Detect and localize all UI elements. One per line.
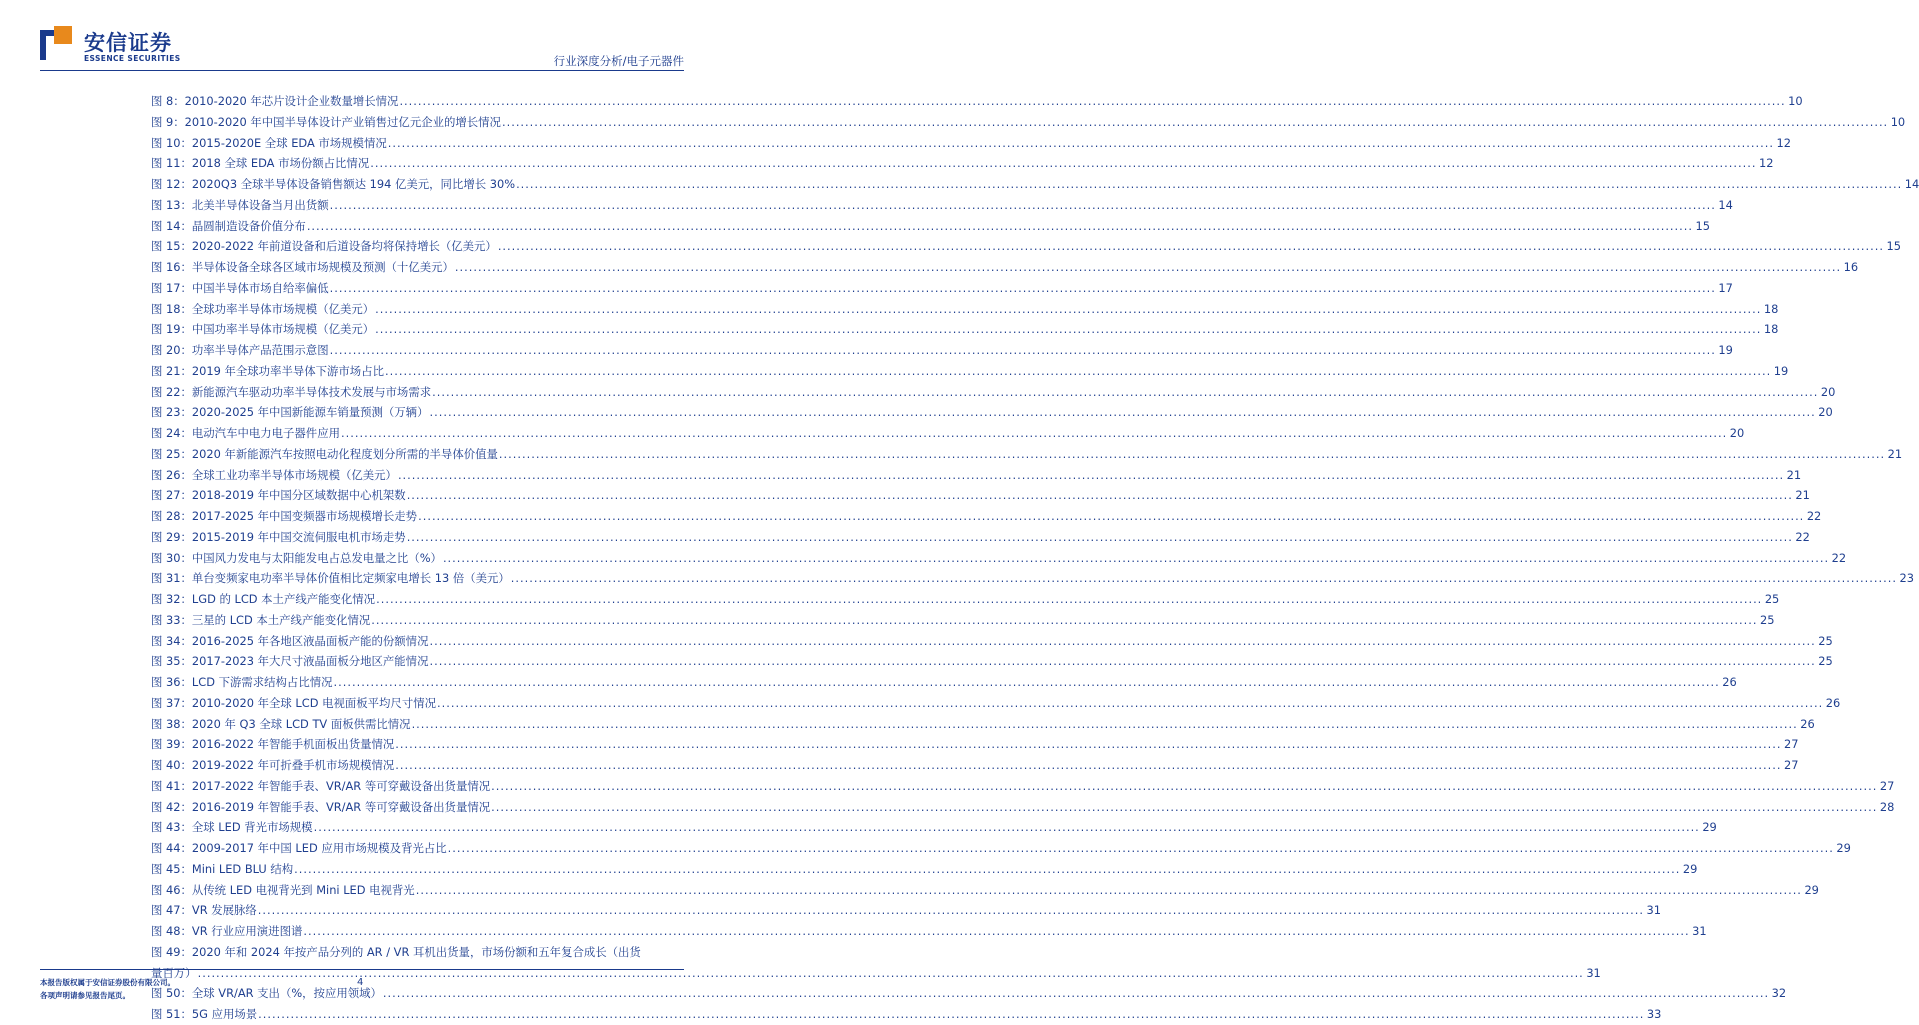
toc-leader-dots: ............................................................................................................................................................................................................................................................................................................ bbox=[454, 260, 1842, 274]
toc-entry-label: 图 21：2019 年全球功率半导体下游市场占比 bbox=[151, 363, 384, 378]
toc-leader-dots: ............................................................................................................................................................................................................................................................................................................ bbox=[197, 965, 1584, 980]
toc-entry-label: 图 18：全球功率半导体市场规模（亿美元） bbox=[151, 301, 375, 316]
toc-entry[interactable] bbox=[151, 278, 1733, 299]
toc-entry-label: 图 33：三星的 LCD 本土产线产能变化情况 bbox=[151, 612, 371, 627]
toc-entry-page: 10 bbox=[1788, 94, 1803, 108]
toc-entry-page: 28 bbox=[1879, 799, 1895, 814]
toc-entry-page: 31 bbox=[1692, 924, 1707, 938]
toc-leader-dots: ............................................................................................................................................................................................................................................................................................................ bbox=[395, 737, 1782, 752]
toc-entry[interactable] bbox=[151, 444, 1903, 465]
toc-leader-dots: ............................................................................................................................................................................................................................................................................................................ bbox=[442, 550, 1830, 565]
toc-entry-page: 26 bbox=[1722, 675, 1737, 689]
page-number: 4 bbox=[357, 977, 364, 988]
toc-leader-dots: ............................................................................................................................................................................................................................................................................................................ bbox=[429, 405, 1816, 420]
toc-entry[interactable] bbox=[151, 838, 1851, 859]
toc-entry-page: 20 bbox=[1729, 426, 1745, 440]
toc-entry-label: 图 16：半导体设备全球各区域市场规模及预测（十亿美元） bbox=[151, 260, 454, 274]
toc-entry[interactable] bbox=[151, 942, 1601, 984]
toc-leader-dots: ............................................................................................................................................................................................................................................................................................................ bbox=[303, 924, 1690, 938]
toc-entry[interactable] bbox=[151, 153, 1774, 174]
toc-leader-dots: ............................................................................................................................................................................................................................................................................................................ bbox=[418, 509, 1805, 523]
toc-leader-dots: ............................................................................................................................................................................................................................................................................................................ bbox=[429, 633, 1816, 648]
toc-entry-label: 图 40：2019-2022 年可折叠手机市场规模情况 bbox=[151, 758, 395, 772]
toc-leader-dots: ............................................................................................................................................................................................................................................................................................................ bbox=[432, 384, 1819, 399]
toc-entry[interactable] bbox=[151, 589, 1780, 610]
toc-entry-label: 图 27：2018-2019 年中国分区域数据中心机架数 bbox=[151, 488, 406, 503]
toc-leader-dots: ............................................................................................................................................................................................................................................................................................................ bbox=[437, 695, 1824, 710]
toc-leader-dots: ............................................................................................................................................................................................................................................................................................................ bbox=[429, 654, 1816, 669]
toc-leader-dots: ............................................................................................................................................................................................................................................................................................................ bbox=[384, 363, 1772, 378]
toc-entry[interactable] bbox=[151, 921, 1707, 942]
toc-entry[interactable] bbox=[151, 817, 1717, 838]
toc-leader-dots: ............................................................................................................................................................................................................................................................................................................ bbox=[510, 571, 1898, 586]
toc-leader-dots: ............................................................................................................................................................................................................................................................................................................ bbox=[371, 612, 1758, 627]
header-divider bbox=[40, 70, 684, 71]
toc-leader-dots: ............................................................................................................................................................................................................................................................................................................ bbox=[329, 343, 1716, 357]
toc-entry-page: 22 bbox=[1806, 509, 1822, 523]
toc-leader-dots: ............................................................................................................................................................................................................................................................................................................ bbox=[294, 861, 1681, 876]
toc-leader-dots: ............................................................................................................................................................................................................................................................................................................ bbox=[491, 778, 1878, 793]
figure-index-list bbox=[151, 91, 1919, 1025]
toc-leader-dots: ............................................................................................................................................................................................................................................................................................................ bbox=[447, 841, 1834, 855]
toc-entry[interactable] bbox=[151, 91, 1803, 112]
toc-entry-page: 22 bbox=[1831, 550, 1847, 565]
toc-entry-page: 29 bbox=[1702, 820, 1717, 835]
toc-entry[interactable] bbox=[151, 133, 1791, 154]
toc-entry[interactable] bbox=[151, 693, 1841, 714]
toc-entry[interactable] bbox=[151, 755, 1799, 776]
toc-entry[interactable] bbox=[151, 568, 1915, 589]
logo-chinese-name: 安信证券 bbox=[84, 31, 172, 55]
toc-leader-dots: ............................................................................................................................................................................................................................................................................................................ bbox=[329, 280, 1716, 295]
toc-entry[interactable] bbox=[151, 672, 1737, 693]
toc-entry-page: 22 bbox=[1795, 529, 1810, 544]
toc-entry-label: 图 32：LGD 的 LCD 本土产线产能变化情况 bbox=[151, 592, 376, 606]
toc-entry[interactable] bbox=[151, 465, 1802, 486]
toc-entry-label: 图 22：新能源汽车驱动功率半导体技术发展与市场需求 bbox=[151, 384, 432, 399]
toc-entry-label: 图 9：2010-2020 年中国半导体设计产业销售过亿元企业的增长情况 bbox=[151, 114, 501, 129]
toc-leader-dots: ............................................................................................................................................................................................................................................................................................................ bbox=[501, 114, 1889, 129]
toc-entry-label: 图 42：2016-2019 年智能手表、VR/AR 等可穿戴设备出货量情况 bbox=[151, 799, 491, 814]
toc-leader-dots: ............................................................................................................................................................................................................................................................................................................ bbox=[376, 592, 1763, 606]
toc-entry[interactable] bbox=[151, 382, 1836, 403]
toc-leader-dots: ............................................................................................................................................................................................................................................................................................................ bbox=[340, 426, 1728, 440]
toc-entry[interactable] bbox=[151, 174, 1919, 195]
toc-leader-dots: ............................................................................................................................................................................................................................................................................................................ bbox=[516, 177, 1903, 191]
toc-entry-label: 图 35：2017-2023 年大尺寸液晶面板分地区产能情况 bbox=[151, 654, 429, 669]
toc-entry-page: 29 bbox=[1836, 841, 1851, 855]
toc-entry-page: 12 bbox=[1758, 156, 1774, 171]
toc-entry-label: 图 30：中国风力发电与太阳能发电占总发电量之比（%） bbox=[151, 550, 442, 565]
toc-entry-label: 图 46：从传统 LED 电视背光到 Mini LED 电视背光 bbox=[151, 882, 415, 897]
toc-entry-label: 图 39：2016-2022 年智能手机面板出货量情况 bbox=[151, 737, 395, 752]
toc-entry-label: 图 48：VR 行业应用演进图谱 bbox=[151, 924, 303, 938]
toc-entry[interactable] bbox=[151, 610, 1775, 631]
toc-entry-label: 图 34：2016-2025 年各地区液晶面板产能的份额情况 bbox=[151, 633, 429, 648]
toc-entry-label: 图 50：全球 VR/AR 支出（%，按应用领域） bbox=[151, 986, 382, 1001]
toc-leader-dots: ............................................................................................................................................................................................................................................................................................................ bbox=[313, 820, 1700, 835]
toc-entry-page: 31 bbox=[1646, 903, 1662, 918]
disclaimer-line: 各项声明请参见报告尾页。 bbox=[40, 991, 130, 1000]
toc-entry-label: 图 41：2017-2022 年智能手表、VR/AR 等可穿戴设备出货量情况 bbox=[151, 778, 491, 793]
toc-leader-dots: ............................................................................................................................................................................................................................................................................................................ bbox=[399, 94, 1786, 108]
toc-entry-label: 图 31：单台变频家电功率半导体价值相比定频家电增长 13 倍（美元） bbox=[151, 571, 510, 586]
toc-entry-page: 33 bbox=[1646, 1007, 1662, 1021]
toc-entry[interactable] bbox=[151, 776, 1895, 797]
toc-entry-label: 图 43：全球 LED 背光市场规模 bbox=[151, 820, 313, 835]
toc-leader-dots: ............................................................................................................................................................................................................................................................................................................ bbox=[397, 467, 1785, 482]
toc-entry-label: 图 49：2020 年和 2024 年按产品分列的 AR / VR 耳机出货量，市场份额和五年复合成长（出货 bbox=[151, 944, 641, 959]
toc-entry-label: 图 26：全球工业功率半导体市场规模（亿美元） bbox=[151, 467, 397, 482]
toc-entry-page: 20 bbox=[1818, 405, 1833, 420]
toc-leader-dots: ............................................................................................................................................................................................................................................................................................................ bbox=[387, 135, 1774, 150]
toc-entry[interactable] bbox=[151, 859, 1698, 880]
toc-entry-label: 图 23：2020-2025 年中国新能源车销量预测（万辆） bbox=[151, 405, 429, 420]
toc-leader-dots: ............................................................................................................................................................................................................................................................................................................ bbox=[497, 239, 1885, 254]
toc-leader-dots: ............................................................................................................................................................................................................................................................................................................ bbox=[406, 488, 1793, 503]
toc-entry[interactable] bbox=[151, 257, 1859, 278]
toc-entry-label: 图 15：2020-2022 年前道设备和后道设备均将保持增长（亿美元） bbox=[151, 239, 497, 254]
toc-leader-dots: ............................................................................................................................................................................................................................................................................................................ bbox=[375, 301, 1762, 316]
toc-entry-label: 图 12：2020Q3 全球半导体设备销售额达 194 亿美元，同比增长 30% bbox=[151, 177, 516, 191]
toc-entry[interactable] bbox=[151, 631, 1833, 652]
toc-entry-label: 图 47：VR 发展脉络 bbox=[151, 903, 257, 918]
toc-entry[interactable] bbox=[151, 299, 1779, 320]
toc-entry-label: 图 24：电动汽车中电力电子器件应用 bbox=[151, 426, 340, 440]
report-category: 行业深度分析/电子元器件 bbox=[553, 54, 684, 68]
toc-entry-label: 图 10：2015-2020E 全球 EDA 市场规模情况 bbox=[151, 135, 387, 150]
toc-entry-label: 图 37：2010-2020 年全球 LCD 电视面板平均尺寸情况 bbox=[151, 695, 436, 710]
toc-entry-label: 图 19：中国功率半导体市场规模（亿美元） bbox=[151, 322, 375, 337]
toc-entry-page: 18 bbox=[1763, 322, 1779, 337]
toc-entry-label-cont: 量百万） bbox=[151, 965, 197, 980]
toc-leader-dots: ............................................................................................................................................................................................................................................................................................................ bbox=[382, 986, 1770, 1001]
toc-entry-label: 图 45：Mini LED BLU 结构 bbox=[151, 861, 294, 876]
toc-entry-page: 15 bbox=[1695, 218, 1711, 233]
toc-entry-label: 图 29：2015-2019 年中国交流伺服电机市场走势 bbox=[151, 529, 406, 544]
toc-entry-page: 14 bbox=[1904, 177, 1919, 191]
toc-entry[interactable] bbox=[151, 797, 1895, 818]
toc-entry-page: 18 bbox=[1763, 301, 1779, 316]
essence-logo-icon bbox=[40, 26, 72, 60]
toc-entry-page: 21 bbox=[1887, 446, 1903, 461]
toc-entry-page: 26 bbox=[1825, 695, 1841, 710]
toc-entry-page: 19 bbox=[1718, 343, 1733, 357]
toc-entry-page: 29 bbox=[1804, 882, 1819, 897]
page-header bbox=[0, 0, 724, 72]
toc-entry-page: 32 bbox=[1771, 986, 1787, 1001]
toc-entry-label: 图 44：2009-2017 年中国 LED 应用市场规模及背光占比 bbox=[151, 841, 447, 855]
toc-entry[interactable] bbox=[151, 527, 1810, 548]
toc-leader-dots: ............................................................................................................................................................................................................................................................................................................ bbox=[395, 758, 1782, 772]
toc-leader-dots: ............................................................................................................................................................................................................................................................................................................ bbox=[498, 446, 1886, 461]
toc-entry-page: 27 bbox=[1879, 778, 1895, 793]
toc-leader-dots: ............................................................................................................................................................................................................................................................................................................ bbox=[333, 675, 1720, 689]
toc-entry-page: 25 bbox=[1760, 612, 1775, 627]
toc-leader-dots: ............................................................................................................................................................................................................................................................................................................ bbox=[491, 799, 1878, 814]
toc-entry[interactable] bbox=[151, 340, 1733, 361]
toc-entry[interactable] bbox=[151, 485, 1810, 506]
toc-leader-dots: ............................................................................................................................................................................................................................................................................................................ bbox=[306, 218, 1694, 233]
toc-entry-label: 图 51：5G 应用场景 bbox=[151, 1007, 258, 1021]
toc-entry-page: 14 bbox=[1718, 197, 1733, 212]
logo-english-name: ESSENCE SECURITIES bbox=[84, 54, 181, 63]
toc-entry[interactable] bbox=[151, 402, 1833, 423]
toc-entry-page: 21 bbox=[1795, 488, 1810, 503]
toc-entry-continuation bbox=[151, 963, 1601, 984]
toc-entry-page: 16 bbox=[1843, 260, 1859, 274]
toc-entry[interactable] bbox=[151, 1004, 1662, 1025]
toc-entry-page: 15 bbox=[1886, 239, 1902, 254]
toc-entry[interactable] bbox=[151, 195, 1733, 216]
toc-leader-dots: ............................................................................................................................................................................................................................................................................................................ bbox=[375, 322, 1762, 337]
toc-entry[interactable] bbox=[151, 112, 1906, 133]
toc-entry-page: 27 bbox=[1784, 737, 1799, 752]
toc-entry[interactable] bbox=[151, 506, 1822, 527]
toc-entry-label: 图 20：功率半导体产品范围示意图 bbox=[151, 343, 329, 357]
toc-entry-label: 图 38：2020 年 Q3 全球 LCD TV 面板供需比情况 bbox=[151, 716, 411, 731]
toc-entry-page: 26 bbox=[1800, 716, 1815, 731]
toc-entry-page: 27 bbox=[1784, 758, 1799, 772]
toc-entry-page: 25 bbox=[1764, 592, 1780, 606]
toc-entry[interactable] bbox=[151, 734, 1799, 755]
copyright-line: 本报告版权属于安信证券股份有限公司。 bbox=[40, 978, 175, 987]
toc-entry[interactable] bbox=[151, 651, 1833, 672]
toc-entry-label: 图 36：LCD 下游需求结构占比情况 bbox=[151, 675, 333, 689]
toc-entry[interactable] bbox=[151, 880, 1819, 901]
toc-entry-page: 25 bbox=[1818, 633, 1833, 648]
toc-leader-dots: ............................................................................................................................................................................................................................................................................................................ bbox=[329, 197, 1716, 212]
toc-entry-page: 20 bbox=[1820, 384, 1836, 399]
toc-entry-page: 23 bbox=[1899, 571, 1915, 586]
copyright-note bbox=[40, 976, 175, 1002]
toc-entry-page: 19 bbox=[1773, 363, 1789, 378]
toc-entry[interactable] bbox=[151, 983, 1787, 1004]
toc-entry-label: 图 8：2010-2020 年芯片设计企业数量增长情况 bbox=[151, 94, 399, 108]
toc-leader-dots: ............................................................................................................................................................................................................................................................................................................ bbox=[406, 529, 1793, 544]
toc-entry-page: 10 bbox=[1890, 114, 1906, 129]
toc-leader-dots: ............................................................................................................................................................................................................................................................................................................ bbox=[257, 903, 1645, 918]
toc-entry-label: 图 11：2018 全球 EDA 市场份额占比情况 bbox=[151, 156, 370, 171]
toc-leader-dots: ............................................................................................................................................................................................................................................................................................................ bbox=[258, 1007, 1645, 1021]
toc-entry-page: 21 bbox=[1786, 467, 1802, 482]
toc-leader-dots: ............................................................................................................................................................................................................................................................................................................ bbox=[415, 882, 1802, 897]
toc-entry-label: 图 28：2017-2025 年中国变频器市场规模增长走势 bbox=[151, 509, 418, 523]
toc-entry-page: 29 bbox=[1682, 861, 1698, 876]
toc-entry-label: 图 25：2020 年新能源汽车按照电动化程度划分所需的半导体价值量 bbox=[151, 446, 498, 461]
toc-entry[interactable] bbox=[151, 216, 1711, 237]
toc-entry[interactable] bbox=[151, 423, 1745, 444]
toc-entry[interactable] bbox=[151, 548, 1847, 569]
toc-entry[interactable] bbox=[151, 236, 1902, 257]
toc-entry[interactable] bbox=[151, 319, 1779, 340]
toc-entry[interactable] bbox=[151, 900, 1662, 921]
toc-entry[interactable] bbox=[151, 361, 1789, 382]
toc-entry-label: 图 14：晶圆制造设备价值分布 bbox=[151, 218, 306, 233]
toc-entry-page: 25 bbox=[1818, 654, 1833, 669]
toc-entry-page: 12 bbox=[1776, 135, 1791, 150]
toc-leader-dots: ............................................................................................................................................................................................................................................................................................................ bbox=[411, 716, 1798, 731]
toc-entry-label: 图 13：北美半导体设备当月出货额 bbox=[151, 197, 329, 212]
footer-divider bbox=[40, 969, 684, 970]
toc-entry-page: 17 bbox=[1718, 280, 1733, 295]
toc-entry-page: 31 bbox=[1586, 965, 1601, 980]
toc-entry[interactable] bbox=[151, 714, 1815, 735]
toc-leader-dots: ............................................................................................................................................................................................................................................................................................................ bbox=[370, 156, 1757, 171]
toc-entry-label: 图 17：中国半导体市场自给率偏低 bbox=[151, 280, 329, 295]
